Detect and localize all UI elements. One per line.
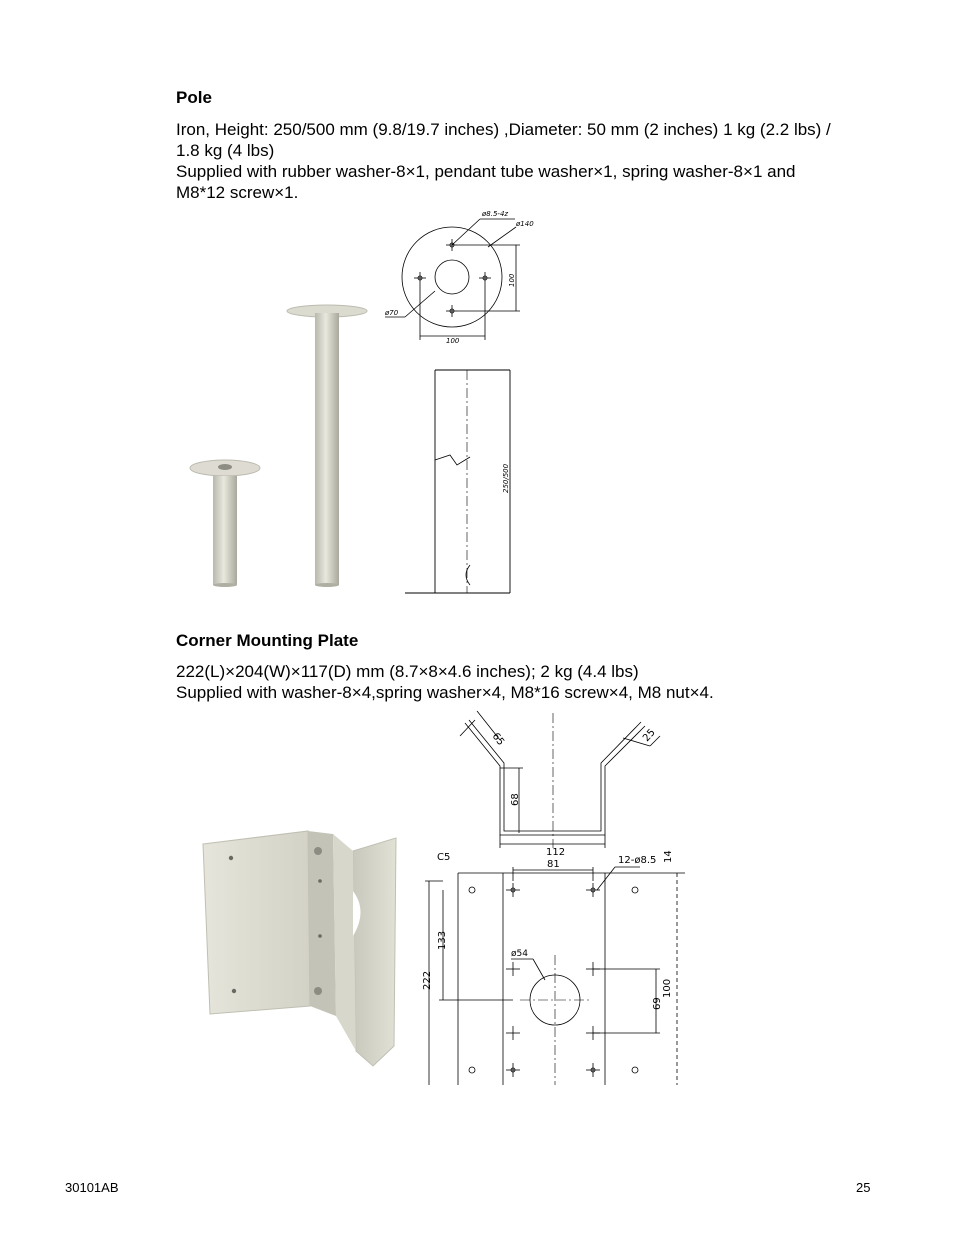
pole-top-view-drawing xyxy=(380,205,540,345)
hole-marker xyxy=(506,962,520,976)
corner-desc-line-1: 222(L)×204(W)×117(D) mm (8.7×8×4.6 inches); 2 kg (4.4 lbs) xyxy=(176,662,639,681)
hole-marker xyxy=(586,883,600,897)
hole-marker xyxy=(469,887,638,1073)
footer-page-number: 25 xyxy=(856,1180,871,1195)
pole-desc-line-4: M8*12 screw×1. xyxy=(176,183,299,202)
dim-69: 69 xyxy=(652,997,663,1010)
dim-diameter-70: ø70 xyxy=(385,309,399,317)
pole-desc-line-2: 1.8 kg (4 lbs) xyxy=(176,141,275,160)
hole-marker xyxy=(506,883,520,897)
dim-c5: C5 xyxy=(437,852,451,863)
corner-plate-front-drawing xyxy=(415,845,685,1090)
hole-marker xyxy=(586,1063,600,1077)
pole-product-photo xyxy=(180,300,380,595)
corner-desc-line-2: Supplied with washer-8×4,spring washer×4, M8*16 screw×4, M8 nut×4. xyxy=(176,683,714,702)
dim-100-horizontal: 100 xyxy=(446,337,460,345)
dim-hole-pattern: ø8.5-4z xyxy=(482,210,509,218)
hole-marker xyxy=(586,1026,600,1040)
hole-marker xyxy=(506,1063,520,1077)
dim-100: 100 xyxy=(662,978,673,998)
dim-81: 81 xyxy=(547,859,560,870)
dim-diameter-54: ø54 xyxy=(511,949,528,959)
dim-hole-count: 12-ø8.5 xyxy=(618,855,657,866)
pole-heading: Pole xyxy=(176,88,212,107)
dim-133: 133 xyxy=(437,930,448,950)
long-pole-image xyxy=(287,305,367,587)
dim-pole-height: 250/500 xyxy=(502,463,510,493)
pole-desc-line-3: Supplied with rubber washer-8×1, pendant tube washer×1, spring washer-8×1 and xyxy=(176,162,796,181)
corner-plate-description xyxy=(176,661,896,703)
corner-plate-profile-drawing xyxy=(455,708,680,858)
dim-diameter-140: ø140 xyxy=(516,220,534,228)
dim-100-vertical: 100 xyxy=(508,273,516,287)
dim-corner-65: 65 xyxy=(489,731,507,748)
hole-marker xyxy=(506,1026,520,1040)
dim-corner-25: 25 xyxy=(641,727,658,745)
dim-222: 222 xyxy=(422,970,433,990)
pole-description xyxy=(176,119,896,203)
pole-side-view-drawing xyxy=(400,365,530,600)
pole-desc-line-1: Iron, Height: 250/500 mm (9.8/19.7 inches) ,Diameter: 50 mm (2 inches) 1 kg (2.2 lbs) / xyxy=(176,120,831,139)
corner-plate-heading: Corner Mounting Plate xyxy=(176,631,359,650)
hole-marker xyxy=(586,962,600,976)
short-pole-image xyxy=(190,460,260,587)
dim-14: 14 xyxy=(663,850,674,863)
dim-corner-112: 112 xyxy=(546,847,566,858)
dim-corner-68: 68 xyxy=(510,793,521,806)
footer-doc-id: 30101AB xyxy=(65,1180,119,1195)
corner-plate-product-photo xyxy=(198,826,403,1071)
